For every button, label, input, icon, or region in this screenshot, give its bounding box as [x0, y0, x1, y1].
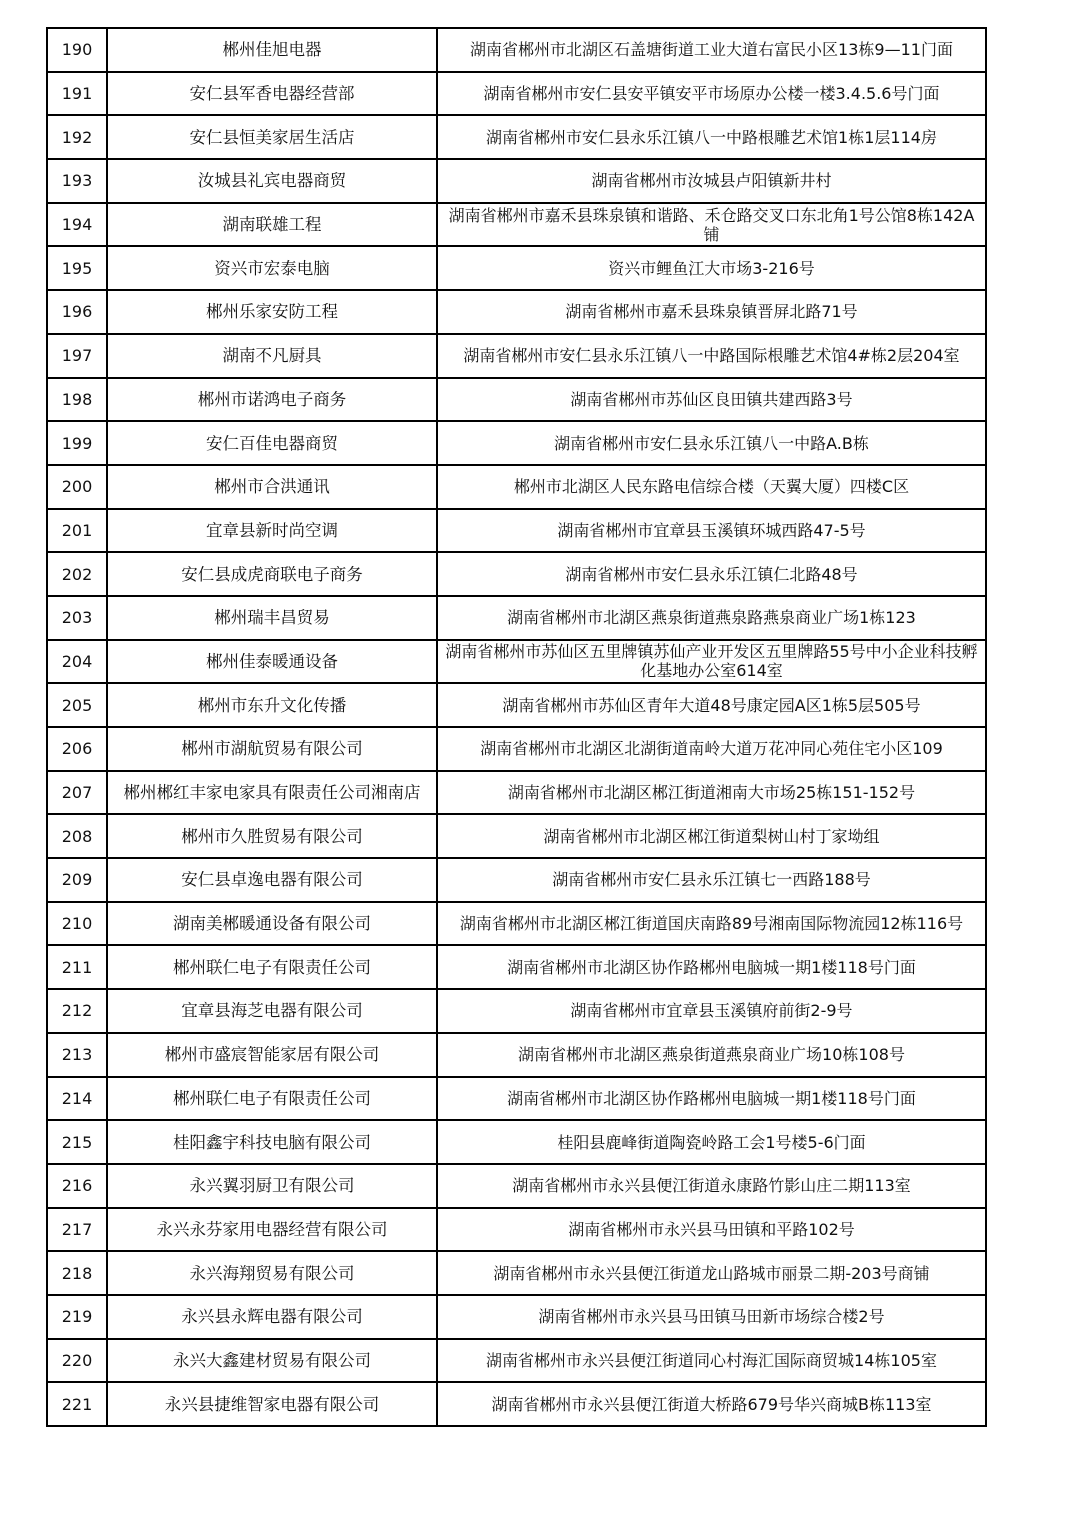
row-number: 206: [47, 727, 107, 771]
row-number: 199: [47, 421, 107, 465]
merchant-address: 湖南省郴州市北湖区协作路郴州电脑城一期1楼118号门面: [437, 1077, 986, 1121]
table-row: [47, 115, 986, 159]
row-number: 192: [47, 115, 107, 159]
table-row: [47, 858, 986, 902]
merchant-name: 郴州市东升文化传播: [107, 683, 437, 727]
row-number: 212: [47, 989, 107, 1033]
merchant-address: 湖南省郴州市北湖区郴江街道梨树山村丁家坳组: [437, 814, 986, 858]
merchant-name: 宜章县海芝电器有限公司: [107, 989, 437, 1033]
merchant-name: 郴州郴红丰家电家具有限责任公司湘南店: [107, 771, 437, 815]
merchant-name: 安仁百佳电器商贸: [107, 421, 437, 465]
table-row: [47, 1033, 986, 1077]
merchant-address: 资兴市鲤鱼江大市场3-216号: [437, 246, 986, 290]
merchant-address: 湖南省郴州市安仁县永乐江镇仁北路48号: [437, 552, 986, 596]
merchant-name: 郴州佳泰暖通设备: [107, 640, 437, 684]
merchant-name: 永兴县捷维智家电器有限公司: [107, 1382, 437, 1426]
table-row: [47, 1295, 986, 1339]
row-number: 204: [47, 640, 107, 684]
merchant-address: 湖南省郴州市安仁县永乐江镇八一中路国际根雕艺术馆4#栋2层204室: [437, 334, 986, 378]
row-number: 211: [47, 945, 107, 989]
merchant-address: 湖南省郴州市永兴县便江街道永康路竹影山庄二期113室: [437, 1164, 986, 1208]
table-row: [47, 1120, 986, 1164]
merchant-address: 桂阳县鹿峰街道陶瓷岭路工会1号楼5-6门面: [437, 1120, 986, 1164]
row-number: 202: [47, 552, 107, 596]
table-row: [47, 552, 986, 596]
row-number: 220: [47, 1339, 107, 1383]
row-number: 205: [47, 683, 107, 727]
row-number: 196: [47, 290, 107, 334]
merchant-name: 郴州市诺鸿电子商务: [107, 378, 437, 422]
merchant-address: 湖南省郴州市苏仙区青年大道48号康定园A区1栋5层505号: [437, 683, 986, 727]
table-row: [47, 509, 986, 553]
row-number: 215: [47, 1120, 107, 1164]
table-row: [47, 1164, 986, 1208]
merchant-address: 湖南省郴州市宜章县玉溪镇府前街2-9号: [437, 989, 986, 1033]
merchant-name: 郴州市久胜贸易有限公司: [107, 814, 437, 858]
merchant-address: 湖南省郴州市嘉禾县珠泉镇晋屏北路71号: [437, 290, 986, 334]
table-row: [47, 203, 986, 247]
row-number: 191: [47, 72, 107, 116]
row-number: 221: [47, 1382, 107, 1426]
table-row: [47, 334, 986, 378]
row-number: 210: [47, 902, 107, 946]
row-number: 194: [47, 203, 107, 247]
merchant-address: 湖南省郴州市永兴县便江街道同心村海汇国际商贸城14栋105室: [437, 1339, 986, 1383]
table-row: [47, 421, 986, 465]
merchant-address: 湖南省郴州市安仁县安平镇安平市场原办公楼一楼3.4.5.6号门面: [437, 72, 986, 116]
table-row: [47, 1208, 986, 1252]
table-row: [47, 246, 986, 290]
merchant-address: 湖南省郴州市永兴县马田镇和平路102号: [437, 1208, 986, 1252]
merchant-name: 安仁县成虎商联电子商务: [107, 552, 437, 596]
table-row: [47, 902, 986, 946]
row-number: 200: [47, 465, 107, 509]
row-number: 214: [47, 1077, 107, 1121]
merchant-name: 郴州联仁电子有限责任公司: [107, 1077, 437, 1121]
table-row: [47, 814, 986, 858]
merchant-name: 永兴海翔贸易有限公司: [107, 1251, 437, 1295]
merchant-name: 郴州佳旭电器: [107, 28, 437, 72]
row-number: 195: [47, 246, 107, 290]
table-row: [47, 683, 986, 727]
merchant-name: 郴州乐家安防工程: [107, 290, 437, 334]
table-row: [47, 640, 986, 684]
merchant-name: 永兴县永辉电器有限公司: [107, 1295, 437, 1339]
table-row: [47, 727, 986, 771]
table-row: [47, 290, 986, 334]
merchant-address: 湖南省郴州市北湖区协作路郴州电脑城一期1楼118号门面: [437, 945, 986, 989]
table-row: [47, 1339, 986, 1383]
merchant-address: 湖南省郴州市北湖区北湖街道南岭大道万花冲同心苑住宅小区109: [437, 727, 986, 771]
merchant-name: 郴州市盛宸智能家居有限公司: [107, 1033, 437, 1077]
table-row: [47, 596, 986, 640]
row-number: 218: [47, 1251, 107, 1295]
table-row: [47, 1251, 986, 1295]
merchant-address: 湖南省郴州市汝城县卢阳镇新井村: [437, 159, 986, 203]
merchant-name: 永兴永芬家用电器经营有限公司: [107, 1208, 437, 1252]
row-number: 219: [47, 1295, 107, 1339]
row-number: 207: [47, 771, 107, 815]
merchant-address: 湖南省郴州市北湖区郴江街道国庆南路89号湘南国际物流园12栋116号: [437, 902, 986, 946]
merchant-table-body: [47, 28, 986, 1426]
merchant-address: 湖南省郴州市安仁县永乐江镇七一西路188号: [437, 858, 986, 902]
row-number: 201: [47, 509, 107, 553]
merchant-name: 郴州市合洪通讯: [107, 465, 437, 509]
table-row: [47, 989, 986, 1033]
row-number: 216: [47, 1164, 107, 1208]
merchant-address: 湖南省郴州市北湖区郴江街道湘南大市场25栋151-152号: [437, 771, 986, 815]
table-row: [47, 945, 986, 989]
merchant-address: 湖南省郴州市北湖区燕泉街道燕泉商业广场10栋108号: [437, 1033, 986, 1077]
table-row: [47, 72, 986, 116]
merchant-name: 郴州联仁电子有限责任公司: [107, 945, 437, 989]
merchant-name: 资兴市宏泰电脑: [107, 246, 437, 290]
table-row: [47, 1382, 986, 1426]
row-number: 197: [47, 334, 107, 378]
table-row: [47, 28, 986, 72]
merchant-address: 湖南省郴州市北湖区燕泉街道燕泉路燕泉商业广场1栋123: [437, 596, 986, 640]
merchant-address: 湖南省郴州市苏仙区良田镇共建西路3号: [437, 378, 986, 422]
merchant-name: 郴州瑞丰昌贸易: [107, 596, 437, 640]
table-row: [47, 771, 986, 815]
merchant-name: 桂阳鑫宇科技电脑有限公司: [107, 1120, 437, 1164]
merchant-address: 湖南省郴州市嘉禾县珠泉镇和谐路、禾仓路交叉口东北角1号公馆8栋142A铺: [437, 203, 986, 247]
table-row: [47, 159, 986, 203]
merchant-address: 湖南省郴州市永兴县便江街道大桥路679号华兴商城B栋113室: [437, 1382, 986, 1426]
merchant-address: 湖南省郴州市宜章县玉溪镇环城西路47-5号: [437, 509, 986, 553]
merchant-name: 安仁县军香电器经营部: [107, 72, 437, 116]
row-number: 198: [47, 378, 107, 422]
merchant-address: 湖南省郴州市苏仙区五里牌镇苏仙产业开发区五里牌路55号中小企业科技孵化基地办公室614室: [437, 640, 986, 684]
merchant-address: 湖南省郴州市安仁县永乐江镇八一中路根雕艺术馆1栋1层114房: [437, 115, 986, 159]
merchant-name: 安仁县恒美家居生活店: [107, 115, 437, 159]
row-number: 190: [47, 28, 107, 72]
merchant-name: 安仁县卓逸电器有限公司: [107, 858, 437, 902]
row-number: 203: [47, 596, 107, 640]
merchant-address: 湖南省郴州市北湖区石盖塘街道工业大道右富民小区13栋9—11门面: [437, 28, 986, 72]
table-row: [47, 1077, 986, 1121]
merchant-address: 郴州市北湖区人民东路电信综合楼（天翼大厦）四楼C区: [437, 465, 986, 509]
merchant-name: 宜章县新时尚空调: [107, 509, 437, 553]
merchant-name: 汝城县礼宾电器商贸: [107, 159, 437, 203]
merchant-name: 永兴大鑫建材贸易有限公司: [107, 1339, 437, 1383]
merchant-address: 湖南省郴州市永兴县便江街道龙山路城市丽景二期-203号商铺: [437, 1251, 986, 1295]
merchant-name: 湖南美郴暖通设备有限公司: [107, 902, 437, 946]
table-row: [47, 378, 986, 422]
merchant-address: 湖南省郴州市安仁县永乐江镇八一中路A.B栋: [437, 421, 986, 465]
row-number: 193: [47, 159, 107, 203]
table-row: [47, 465, 986, 509]
merchant-address: 湖南省郴州市永兴县马田镇马田新市场综合楼2号: [437, 1295, 986, 1339]
merchant-table: [46, 27, 987, 1427]
row-number: 217: [47, 1208, 107, 1252]
merchant-name: 郴州市湖航贸易有限公司: [107, 727, 437, 771]
merchant-name: 湖南不凡厨具: [107, 334, 437, 378]
merchant-name: 湖南联雄工程: [107, 203, 437, 247]
row-number: 209: [47, 858, 107, 902]
row-number: 208: [47, 814, 107, 858]
row-number: 213: [47, 1033, 107, 1077]
merchant-name: 永兴翼羽厨卫有限公司: [107, 1164, 437, 1208]
